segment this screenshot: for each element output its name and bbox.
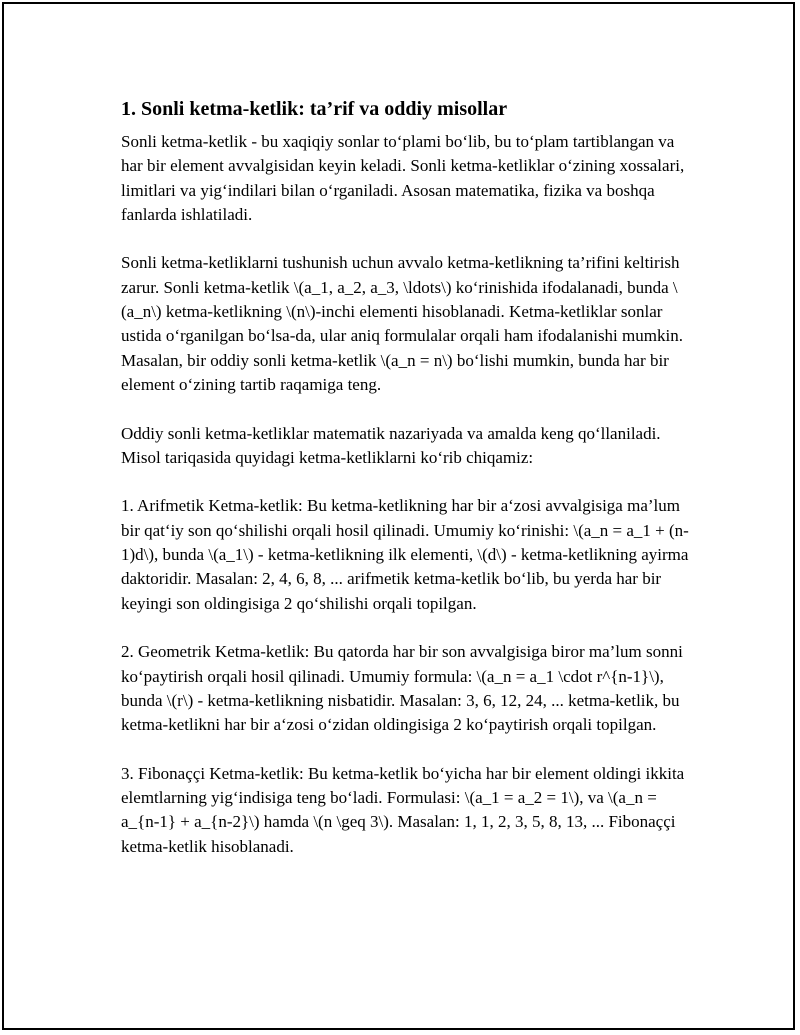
paragraph-intro-examples: Oddiy sonli ketma-ketliklar matematik nazariyada va amalda keng qo‘llaniladi. Misol tariqasida quyidagi ketma-ketliklarni ko‘rib chiqamiz: [121, 423, 661, 467]
paragraph-definition: Sonli ketma-ketlik - bu xaqiqiy sonlar to‘plami bo‘lib, bu to‘plam tartiblangan va har bir element avvalgisidan keyin keladi. Sonli ketma-ketliklar o‘zining xossalari, limitlari va yig‘indilari bilan o‘rganiladi. Asosan matematika, fizika va boshqa fanlarda ishlatiladi. [121, 132, 685, 224]
paragraph-geometric: 2. Geometrik Ketma-ketlik: Bu qatorda har bir son avvalgisiga biror ma’lum sonni ko‘paytirish orqali hosil qilinadi. Umumiy formula: \(a_n = a_1 \cdot r^{n-1}\), bunda \(r\) - ketma-ketlikning nisbatidir. Masalan: 3, 6, 12, 24, ... ketma-ketlik, bu ketma-ketlikni har bir a‘zosi o‘zidan oldingisiga 2 ko‘paytirish orqali topilgan. [121, 642, 683, 735]
page-frame [2, 2, 795, 1030]
section-heading: 1. Sonli ketma-ketlik: ta’rif va oddiy misollar [121, 98, 508, 120]
document-body [121, 94, 691, 883]
paragraph-fibonacci: 3. Fibonaççi Ketma-ketlik: Bu ketma-ketlik bo‘yicha har bir element oldingi ikkita elemtlarning yig‘indisiga teng bo‘ladi. Formulasi: \(a_1 = a_2 = 1\), va \(a_n = a_{n-1} + a_{n-2}\) hamda \(n \geq 3\). Masalan: 1, 1, 2, 3, 5, 8, 13, ... Fibonaççi ketma-ketlik hisoblanadi. [121, 763, 685, 856]
paragraph-notation: Sonli ketma-ketliklarni tushunish uchun avvalo ketma-ketlikning ta’rifini keltirish zarur. Sonli ketma-ketlik \(a_1, a_2, a_3, \ldots\) ko‘rinishida ifodalanadi, bunda \(a_n\) ketma-ketlikning \(n\)-inchi elementi hisoblanadi. Ketma-ketliklar sonlar ustida o‘rganilgan bo‘lsa-da, ular aniq formulalar orqali ham ifodalanishi mumkin. Masalan, bir oddiy sonli ketma-ketlik \(a_n = n\) bo‘lishi mumkin, bunda har bir element o‘zining tartib raqamiga teng. [121, 253, 683, 394]
paragraph-arithmetic: 1. Arifmetik Ketma-ketlik: Bu ketma-ketlikning har bir a‘zosi avvalgisiga ma’lum bir qat‘iy son qo‘shilishi orqali hosil qilinadi. Umumiy ko‘rinishi: \(a_n = a_1 + (n-1)d\), bunda \(a_1\) - ketma-ketlikning ilk elementi, \(d\) - ketma-ketlikning ayirma daktoridir. Masalan: 2, 4, 6, 8, ... arifmetik ketma-ketlik bo‘lib, bu yerda har bir keyingi son oldingisiga 2 qo‘shilishi orqali topilgan. [121, 496, 689, 613]
